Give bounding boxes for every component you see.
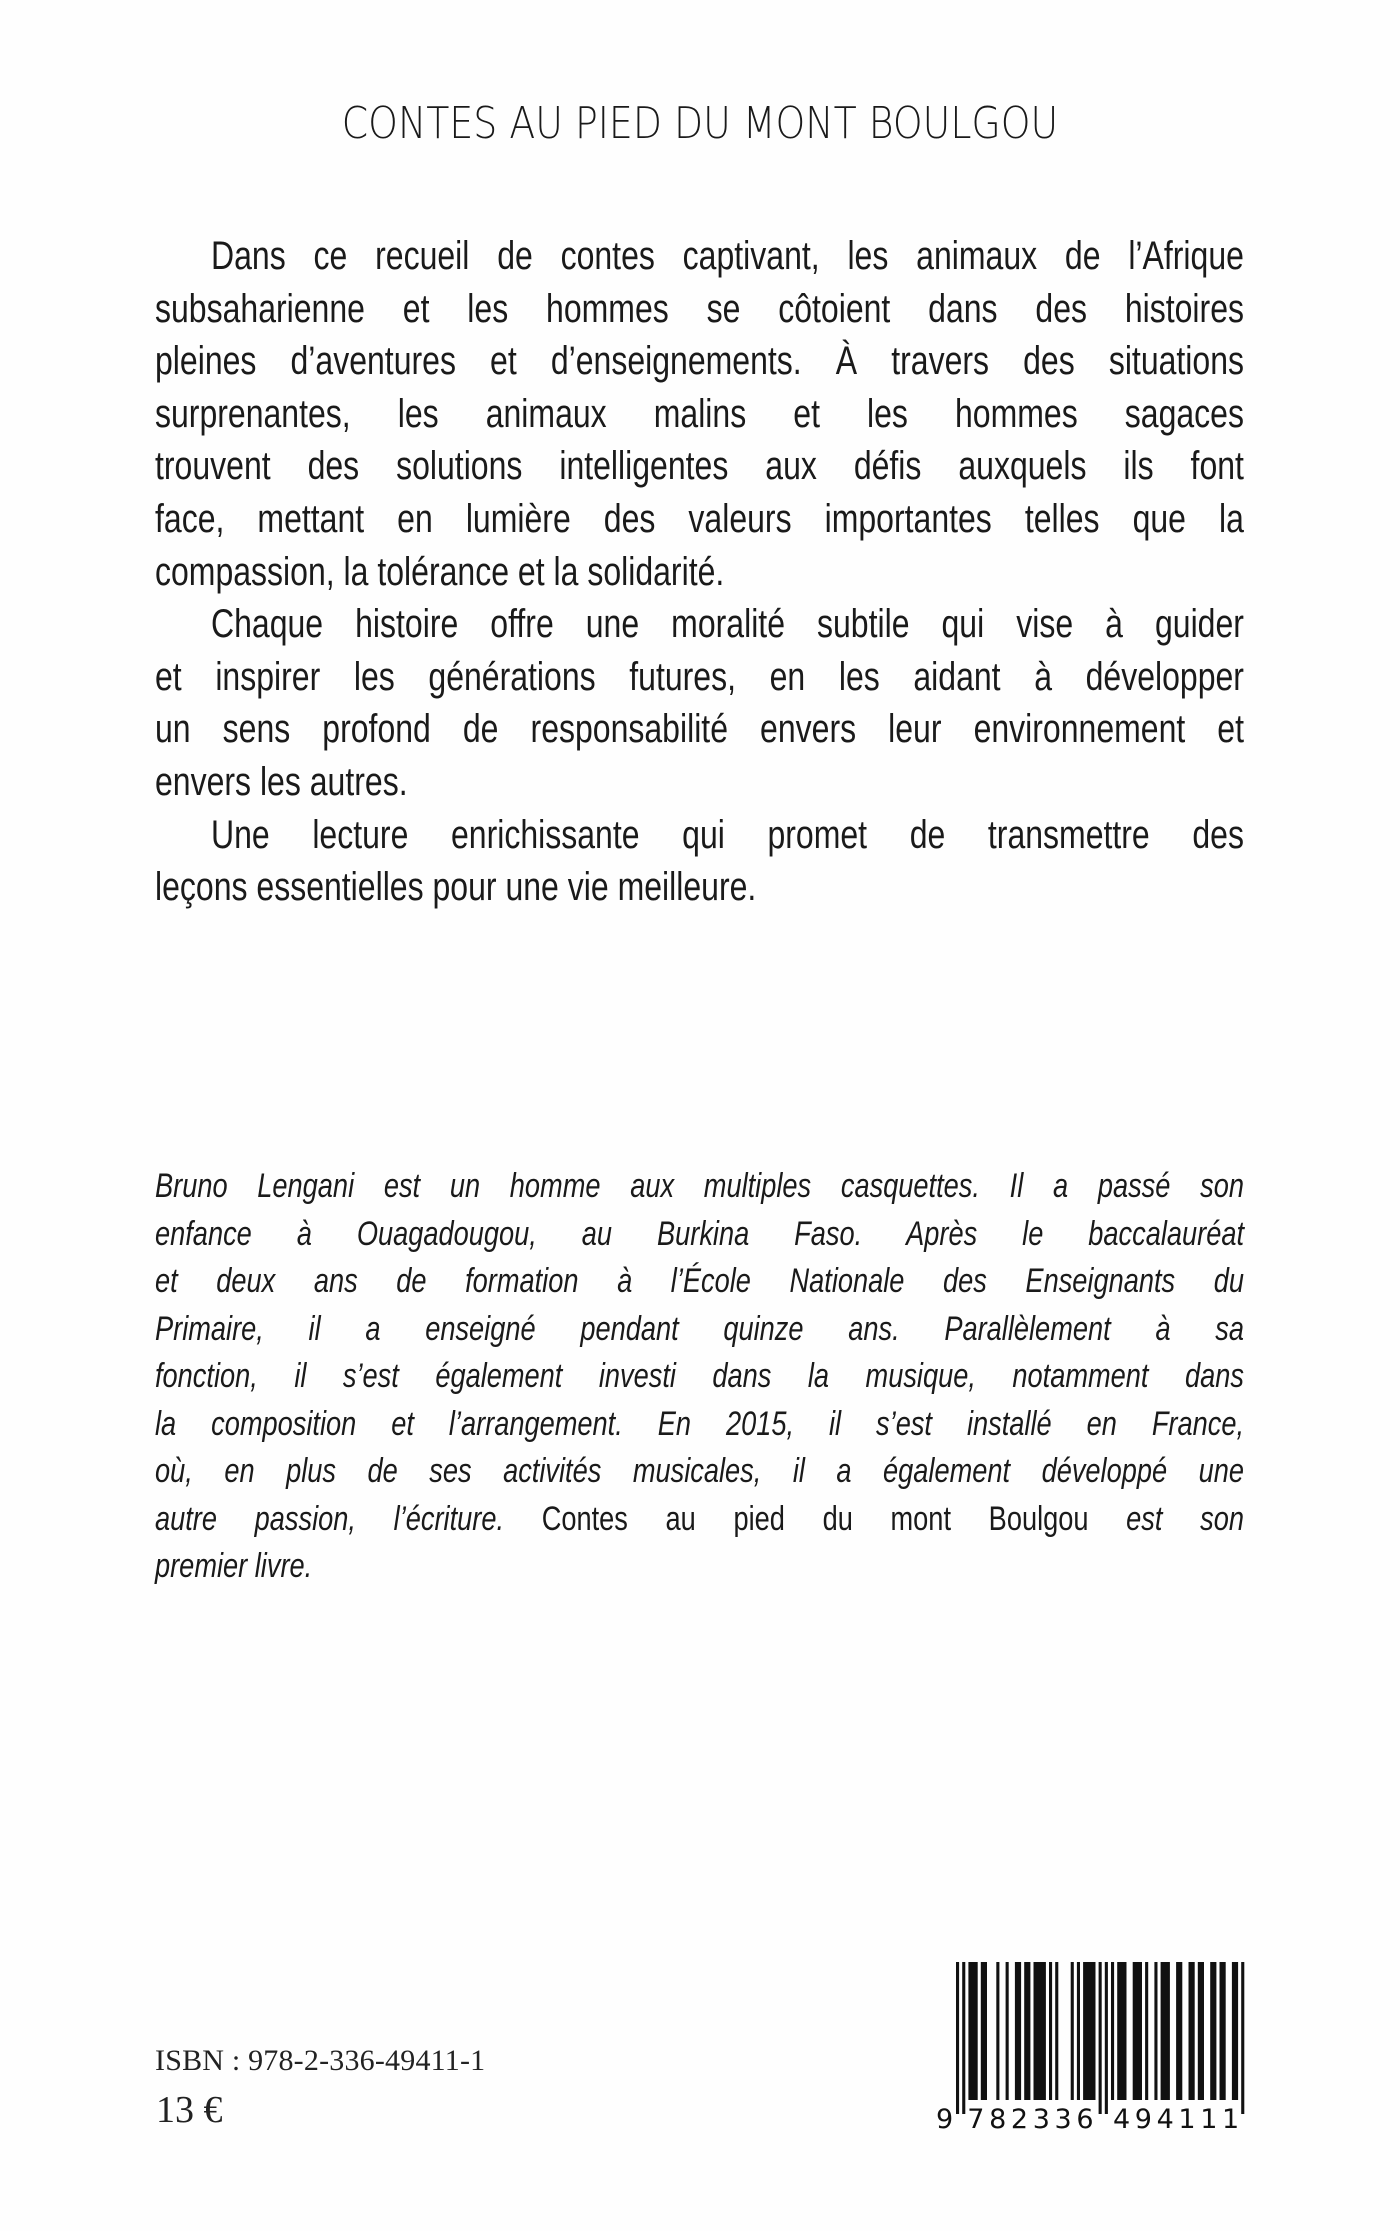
barcode-bar bbox=[1111, 1962, 1114, 2100]
word: dans bbox=[928, 286, 998, 331]
bio-line bbox=[155, 1352, 1244, 1400]
word: une bbox=[1198, 1452, 1244, 1490]
bio-line-text bbox=[155, 1495, 1244, 1543]
word: En bbox=[657, 1404, 691, 1443]
word: telles bbox=[1024, 497, 1100, 541]
word: en bbox=[224, 1452, 255, 1490]
word: lumière bbox=[465, 497, 571, 541]
word: passé bbox=[1097, 1167, 1171, 1205]
summary-line-text bbox=[211, 598, 1244, 651]
word: s’est bbox=[876, 1404, 932, 1443]
word: et bbox=[490, 339, 517, 384]
word: Primaire, bbox=[155, 1309, 264, 1348]
word: passion, bbox=[254, 1499, 356, 1538]
summary-line bbox=[155, 493, 1244, 546]
word: l’École bbox=[670, 1262, 751, 1300]
word: plus bbox=[286, 1452, 336, 1490]
summary-line-text bbox=[155, 651, 1244, 704]
word: des bbox=[307, 444, 360, 489]
word: trouvent bbox=[155, 444, 271, 489]
word: travers bbox=[891, 339, 990, 384]
word: investi bbox=[598, 1357, 676, 1395]
bio-line-text bbox=[155, 1447, 1244, 1495]
barcode-bar bbox=[1198, 1962, 1204, 2100]
word: est bbox=[1126, 1499, 1163, 1538]
barcode-bar bbox=[1083, 1962, 1095, 2100]
barcode-digits: 9 bbox=[936, 2104, 954, 2132]
word: inspirer bbox=[215, 654, 321, 699]
barcode-bar bbox=[1232, 1962, 1238, 2100]
word: subsaharienne bbox=[155, 286, 365, 331]
barcode-bar bbox=[1015, 1962, 1021, 2100]
word: en bbox=[1086, 1404, 1117, 1443]
summary-line bbox=[155, 809, 1244, 862]
word: mont bbox=[890, 1499, 951, 1538]
word: également bbox=[883, 1452, 1011, 1490]
word: au bbox=[665, 1499, 696, 1538]
word: animaux bbox=[916, 234, 1038, 278]
word: l’Afrique bbox=[1128, 234, 1244, 278]
word: Burkina bbox=[656, 1214, 750, 1253]
summary-line bbox=[155, 388, 1244, 441]
word: les bbox=[353, 654, 395, 699]
word: est bbox=[383, 1167, 421, 1205]
barcode-bar bbox=[962, 1962, 965, 2114]
word: captivant, bbox=[682, 234, 820, 278]
word: et bbox=[402, 286, 430, 331]
word: installé bbox=[966, 1404, 1052, 1443]
word: futures, bbox=[629, 654, 736, 699]
word: et bbox=[391, 1404, 414, 1443]
word: ce bbox=[313, 234, 348, 278]
barcode-bar bbox=[1133, 1962, 1142, 2100]
barcode-bar bbox=[1055, 1962, 1058, 2100]
barcode-bar bbox=[1049, 1962, 1052, 2100]
word: autre bbox=[155, 1499, 217, 1538]
word: aidant bbox=[913, 654, 1001, 699]
word: aux bbox=[765, 444, 817, 489]
word: la bbox=[343, 549, 369, 594]
word: a bbox=[365, 1309, 381, 1348]
barcode-bar bbox=[1006, 1962, 1009, 2100]
word: contes bbox=[560, 234, 655, 278]
word: ans. bbox=[848, 1309, 900, 1348]
barcode-bar bbox=[1189, 1962, 1195, 2100]
word: autres. bbox=[309, 760, 408, 804]
barcode-bar bbox=[996, 1962, 999, 2100]
barcode-bar bbox=[1220, 1962, 1226, 2100]
word: pendant bbox=[580, 1309, 679, 1348]
word: à bbox=[296, 1214, 312, 1253]
word: où, bbox=[155, 1452, 193, 1490]
word: envers bbox=[155, 760, 252, 804]
barcode-bar bbox=[1176, 1962, 1182, 2100]
barcode-digits: 494111 bbox=[1113, 2104, 1240, 2132]
word: Ouagadougou, bbox=[356, 1214, 537, 1253]
word: Boulgou bbox=[988, 1499, 1089, 1538]
word: fonction, bbox=[155, 1357, 258, 1395]
word: subtile bbox=[817, 602, 910, 647]
word: pied bbox=[733, 1499, 785, 1538]
word: en bbox=[769, 654, 806, 699]
barcode-digits: 782336 bbox=[967, 2104, 1094, 2132]
word: développer bbox=[1085, 654, 1244, 699]
word: Lengani bbox=[257, 1167, 355, 1205]
word: notamment bbox=[1012, 1357, 1149, 1395]
bio-line bbox=[155, 1162, 1244, 1210]
word: dans bbox=[712, 1357, 772, 1395]
word: font bbox=[1190, 444, 1244, 489]
word: la bbox=[1219, 497, 1244, 541]
word: meilleure. bbox=[617, 865, 757, 910]
word: de bbox=[909, 812, 946, 857]
word: dans bbox=[1184, 1357, 1244, 1395]
word: recueil bbox=[375, 234, 470, 278]
word: homme bbox=[509, 1167, 601, 1205]
summary-line bbox=[155, 546, 1244, 599]
word: défis bbox=[853, 444, 922, 489]
barcode-bar bbox=[1154, 1962, 1157, 2100]
word: mettant bbox=[257, 497, 365, 541]
barcode-bar bbox=[956, 1962, 959, 2114]
word: une bbox=[505, 865, 559, 910]
word: des bbox=[1023, 339, 1075, 384]
barcode-bar bbox=[1077, 1962, 1080, 2100]
word: ans bbox=[313, 1262, 358, 1300]
word: aux bbox=[630, 1167, 675, 1205]
word: sens bbox=[222, 707, 291, 752]
word: leur bbox=[888, 707, 942, 752]
barcode-bar bbox=[1034, 1962, 1046, 2100]
summary-line-text bbox=[155, 283, 1244, 336]
word: transmettre bbox=[987, 812, 1150, 857]
word: les bbox=[259, 760, 301, 804]
word: il bbox=[792, 1452, 805, 1490]
bio-line-text bbox=[155, 1305, 1244, 1353]
word: responsabilité bbox=[530, 707, 728, 752]
word: casquettes. bbox=[840, 1167, 980, 1205]
word: lecture bbox=[312, 812, 409, 857]
word: leçons bbox=[155, 865, 248, 910]
word: environnement bbox=[973, 707, 1186, 752]
word: 2015, bbox=[725, 1404, 795, 1443]
word: Contes bbox=[541, 1499, 628, 1538]
word: importantes bbox=[824, 497, 992, 541]
word: musique, bbox=[865, 1357, 976, 1395]
word: enseigné bbox=[425, 1309, 536, 1348]
word: deux bbox=[216, 1262, 276, 1300]
word: hommes bbox=[546, 286, 669, 331]
word: également bbox=[435, 1357, 563, 1395]
word: à bbox=[617, 1262, 633, 1300]
bio-line-text bbox=[155, 1210, 1244, 1258]
word: guider bbox=[1154, 602, 1244, 647]
word: l’arrangement. bbox=[448, 1404, 623, 1443]
word: et bbox=[155, 1262, 178, 1300]
word: au bbox=[581, 1214, 613, 1253]
bio-line bbox=[155, 1257, 1244, 1305]
word: valeurs bbox=[688, 497, 792, 541]
bio-line-text bbox=[155, 1162, 1244, 1210]
word: un bbox=[449, 1167, 481, 1205]
word: un bbox=[155, 707, 191, 752]
summary-line-text bbox=[155, 861, 756, 914]
bio-line bbox=[155, 1210, 1244, 1258]
word: multiples bbox=[703, 1167, 812, 1205]
summary-line bbox=[155, 335, 1244, 388]
barcode-bar bbox=[1145, 1962, 1148, 2100]
word: la bbox=[807, 1357, 830, 1395]
word: auxquels bbox=[958, 444, 1087, 489]
barcode-bar bbox=[1161, 1962, 1170, 2100]
summary-line bbox=[155, 283, 1244, 336]
price-label: 13 € bbox=[156, 2089, 223, 2131]
word: ils bbox=[1123, 444, 1154, 489]
bio-line-text bbox=[155, 1257, 1244, 1305]
word: d’enseignements. bbox=[550, 339, 802, 384]
word: premier bbox=[155, 1547, 248, 1585]
summary-line-text bbox=[155, 335, 1244, 388]
barcode-bar bbox=[981, 1962, 987, 2100]
bio-line bbox=[155, 1305, 1244, 1353]
summary-line bbox=[155, 440, 1244, 493]
word: des bbox=[942, 1262, 987, 1300]
word: de bbox=[367, 1452, 398, 1490]
word: surprenantes, bbox=[155, 391, 351, 436]
word: de bbox=[462, 707, 499, 752]
word: l’écriture. bbox=[393, 1499, 505, 1538]
word: des bbox=[603, 497, 656, 541]
word: à bbox=[1155, 1309, 1171, 1348]
word: baccalauréat bbox=[1088, 1214, 1245, 1253]
word: formation bbox=[465, 1262, 579, 1300]
word: pour bbox=[432, 865, 497, 910]
word: une bbox=[585, 602, 640, 647]
summary-line bbox=[155, 651, 1244, 704]
barcode-bar bbox=[1210, 1962, 1216, 2100]
word: se bbox=[706, 286, 741, 331]
word: compassion, bbox=[155, 549, 335, 594]
word: face, bbox=[155, 497, 225, 541]
word: enrichissante bbox=[450, 812, 640, 857]
word: du bbox=[822, 1499, 853, 1538]
summary-line-text bbox=[155, 756, 408, 809]
summary-line bbox=[155, 598, 1244, 651]
word: Nationale bbox=[789, 1262, 905, 1300]
book-title: CONTES AU PIED DU MONT BOULGOU bbox=[341, 98, 1059, 149]
word: de bbox=[1064, 234, 1101, 278]
word: vie bbox=[567, 865, 609, 910]
word: d’aventures bbox=[290, 339, 456, 384]
summary-line-text bbox=[211, 230, 1244, 283]
word: solidarité. bbox=[587, 549, 725, 594]
word: France, bbox=[1151, 1404, 1245, 1443]
word: ses bbox=[429, 1452, 472, 1490]
word: et bbox=[793, 391, 820, 436]
word: musicales, bbox=[632, 1452, 762, 1490]
word: Enseignants bbox=[1025, 1262, 1176, 1300]
word: et bbox=[155, 654, 182, 699]
word: côtoient bbox=[778, 286, 891, 331]
word: le bbox=[1022, 1214, 1044, 1253]
word: les bbox=[467, 286, 509, 331]
word: les bbox=[867, 391, 908, 436]
bio-line-text bbox=[155, 1352, 1244, 1400]
word: animaux bbox=[485, 391, 607, 436]
barcode-bar bbox=[1241, 1962, 1244, 2114]
word: de bbox=[497, 234, 533, 278]
word: Bruno bbox=[155, 1167, 228, 1205]
word: que bbox=[1132, 497, 1186, 541]
word: à bbox=[1105, 602, 1123, 647]
word: sagaces bbox=[1124, 391, 1244, 436]
word: À bbox=[835, 339, 858, 384]
word: Il bbox=[1009, 1167, 1024, 1205]
word: essentielles bbox=[256, 865, 424, 910]
bio-line bbox=[155, 1447, 1244, 1495]
bio-line-text bbox=[155, 1400, 1244, 1448]
isbn-label: ISBN : 978-2-336-49411-1 bbox=[155, 2044, 486, 2077]
barcode-bar bbox=[1071, 1962, 1074, 2100]
word: situations bbox=[1108, 339, 1245, 384]
summary-line bbox=[155, 861, 1244, 914]
word: son bbox=[1200, 1499, 1244, 1538]
summary-line bbox=[155, 230, 1244, 283]
word: malins bbox=[653, 391, 747, 436]
bio-line bbox=[155, 1495, 1244, 1543]
word: développé bbox=[1041, 1452, 1168, 1490]
word: vise bbox=[1016, 602, 1074, 647]
word: en bbox=[397, 497, 433, 541]
word: il bbox=[829, 1404, 842, 1443]
barcode-bar bbox=[1024, 1962, 1030, 2100]
word: profond bbox=[322, 707, 431, 752]
summary-line bbox=[155, 756, 1244, 809]
word: pleines bbox=[155, 339, 257, 384]
word: enfance bbox=[155, 1214, 252, 1253]
word: promet bbox=[767, 812, 868, 857]
isbn-barcode bbox=[934, 1962, 1246, 2132]
word: il bbox=[294, 1357, 307, 1395]
word: intelligentes bbox=[559, 444, 729, 489]
word: des bbox=[1192, 812, 1244, 857]
barcode-bar bbox=[1105, 1962, 1108, 2114]
bio-line bbox=[155, 1542, 1244, 1590]
word: envers bbox=[760, 707, 857, 752]
summary-line bbox=[155, 703, 1244, 756]
barcode-bar bbox=[1117, 1962, 1126, 2100]
word: la bbox=[553, 549, 579, 594]
summary-line-text bbox=[155, 493, 1244, 546]
bio-line bbox=[155, 1400, 1244, 1448]
word: Une bbox=[211, 812, 270, 857]
word: les bbox=[838, 654, 880, 699]
summary-line-text bbox=[155, 703, 1244, 756]
word: Parallèlement bbox=[944, 1309, 1111, 1348]
word: générations bbox=[428, 654, 596, 699]
word: et bbox=[517, 549, 545, 594]
word: hommes bbox=[955, 391, 1078, 436]
word: quinze bbox=[723, 1309, 804, 1348]
word: les bbox=[847, 234, 889, 278]
word: composition bbox=[211, 1404, 357, 1443]
summary-line-text bbox=[211, 809, 1244, 862]
word: a bbox=[836, 1452, 852, 1490]
barcode-bar bbox=[1099, 1962, 1102, 2114]
word: qui bbox=[941, 602, 985, 647]
word: livre. bbox=[254, 1547, 313, 1585]
word: offre bbox=[490, 602, 554, 647]
word: histoires bbox=[1124, 286, 1244, 331]
word: sa bbox=[1215, 1309, 1244, 1348]
word: histoire bbox=[355, 602, 459, 647]
barcode-bar bbox=[968, 1962, 977, 2100]
word: Après bbox=[906, 1214, 978, 1253]
word: de bbox=[396, 1262, 427, 1300]
word: des bbox=[1035, 286, 1087, 331]
bio-line-text bbox=[155, 1542, 312, 1590]
word: Chaque bbox=[211, 602, 324, 647]
word: son bbox=[1200, 1167, 1244, 1205]
word: solutions bbox=[396, 444, 523, 489]
word: à bbox=[1034, 654, 1052, 699]
word: il bbox=[308, 1309, 321, 1348]
word: Faso. bbox=[794, 1214, 863, 1253]
word: les bbox=[397, 391, 439, 436]
word: du bbox=[1213, 1262, 1244, 1300]
summary-line-text bbox=[155, 440, 1244, 493]
word: activités bbox=[503, 1452, 602, 1490]
word: la bbox=[155, 1404, 177, 1443]
word: s’est bbox=[342, 1357, 399, 1395]
word: et bbox=[1217, 707, 1244, 752]
summary-line-text bbox=[155, 388, 1244, 441]
word: Dans bbox=[211, 234, 286, 278]
word: a bbox=[1052, 1167, 1069, 1205]
summary-line-text bbox=[155, 546, 724, 599]
word: tolérance bbox=[377, 549, 510, 594]
word: qui bbox=[682, 812, 725, 857]
word: moralité bbox=[671, 602, 785, 647]
